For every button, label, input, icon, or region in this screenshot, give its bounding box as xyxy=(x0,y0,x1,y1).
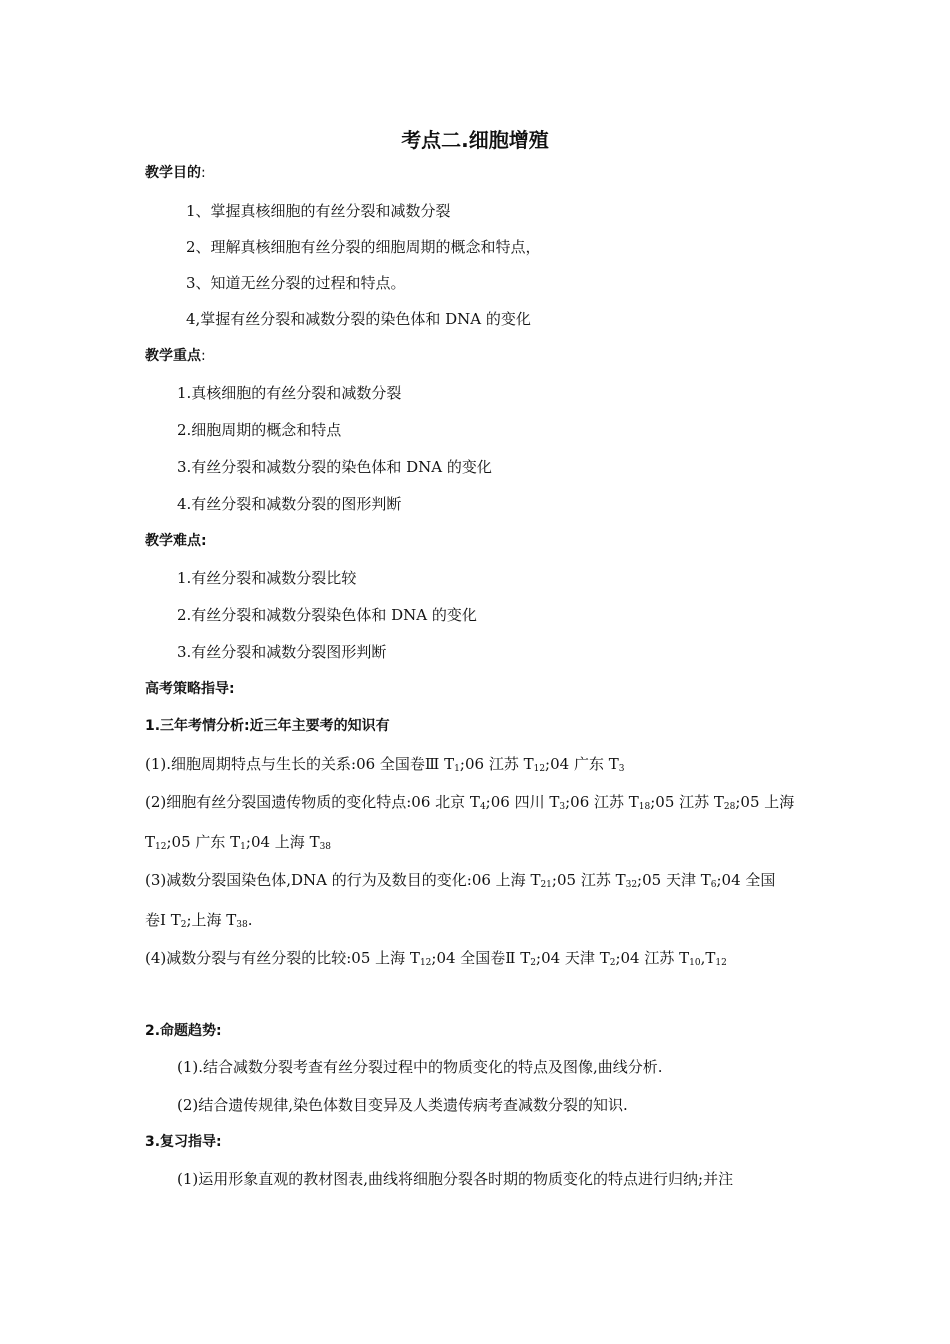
analysis-line-1 xyxy=(145,754,624,774)
strategy-heading: 高考策略指导: xyxy=(145,681,235,697)
document-title: 考点二.细胞增殖 xyxy=(401,128,549,152)
key-points-heading-colon: : xyxy=(201,348,206,364)
review-heading: 3.复习指导: xyxy=(145,1134,222,1150)
subscript: 28 xyxy=(723,802,736,812)
text-run: ;04 全国 xyxy=(716,871,776,889)
subscript: 12 xyxy=(533,764,546,774)
key-points-heading-text: 教学重点 xyxy=(145,348,201,364)
difficulty-item: 2.有丝分裂和减数分裂染色体和 DNA 的变化 xyxy=(177,606,477,624)
analysis-line-2-cont xyxy=(145,832,331,852)
text-run: ;04 广东 T xyxy=(545,755,619,773)
text-run: (2)细胞有丝分裂国遗传物质的变化特点:06 北京 T xyxy=(145,793,480,811)
text-run: ;04 全国卷Ⅱ T xyxy=(431,949,531,967)
key-point-item: 1.真核细胞的有丝分裂和减数分裂 xyxy=(177,384,402,402)
subscript: 1 xyxy=(454,764,460,774)
text-run: (1).细胞周期特点与生长的关系:06 全国卷Ⅲ T xyxy=(145,755,455,773)
analysis-line-3 xyxy=(145,870,775,890)
trend-item: (2)结合遗传规律,染色体数目变异及人类遗传病考查减数分裂的知识. xyxy=(177,1096,628,1114)
subscript: 12 xyxy=(155,842,167,852)
subscript: 3 xyxy=(559,802,566,812)
trend-heading: 2.命题趋势: xyxy=(145,1023,222,1039)
subscript: 38 xyxy=(319,842,332,852)
subscript: 12 xyxy=(715,958,727,968)
key-points-heading xyxy=(145,346,206,366)
difficulty-item: 3.有丝分裂和减数分裂图形判断 xyxy=(177,643,387,661)
text-run: (3)减数分裂国染色体,DNA 的行为及数目的变化:06 上海 T xyxy=(145,871,541,889)
text-run: ,T xyxy=(700,949,716,967)
difficulty-item: 1.有丝分裂和减数分裂比较 xyxy=(177,569,357,587)
subscript: 18 xyxy=(638,802,651,812)
analysis-line-4 xyxy=(145,948,727,968)
objectives-heading-text: 教学目的 xyxy=(145,165,201,181)
subscript: 3 xyxy=(618,764,625,774)
subscript: 2 xyxy=(180,920,187,930)
subscript: 2 xyxy=(530,958,537,968)
text-run: ;04 上海 T xyxy=(245,833,320,851)
objectives-heading xyxy=(145,163,206,183)
trend-item: (1).结合减数分裂考查有丝分裂过程中的物质变化的特点及图像,曲线分析. xyxy=(177,1058,663,1076)
key-point-item: 3.有丝分裂和减数分裂的染色体和 DNA 的变化 xyxy=(177,458,492,476)
analysis-heading: 1.三年考情分析:近三年主要考的知识有 xyxy=(145,718,390,734)
text-run: ;05 江苏 T xyxy=(650,793,724,811)
subscript: 10 xyxy=(689,958,701,968)
subscript: 1 xyxy=(240,842,246,852)
analysis-line-3-cont xyxy=(145,910,253,930)
subscript: 21 xyxy=(540,880,552,890)
objective-item: 3、知道无丝分裂的过程和特点。 xyxy=(186,274,406,292)
key-point-item: 2.细胞周期的概念和特点 xyxy=(177,421,342,439)
objective-item: 4,掌握有丝分裂和减数分裂的染色体和 DNA 的变化 xyxy=(186,310,531,328)
analysis-line-2 xyxy=(145,792,794,812)
text-run: ;06 四川 T xyxy=(485,793,560,811)
text-run: ;05 上海 xyxy=(735,793,795,811)
text-run: ;06 江苏 T xyxy=(459,755,534,773)
difficulties-heading: 教学难点: xyxy=(145,533,207,549)
text-run: ;05 江苏 T xyxy=(551,871,626,889)
text-run: ;05 广东 T xyxy=(166,833,241,851)
objectives-heading-colon: : xyxy=(201,165,206,181)
text-run: T xyxy=(145,833,156,851)
key-point-item: 4.有丝分裂和减数分裂的图形判断 xyxy=(177,495,402,513)
text-run: ;上海 T xyxy=(186,911,237,929)
text-run: ;04 江苏 T xyxy=(615,949,690,967)
text-run: 卷Ⅰ T xyxy=(145,911,181,929)
objective-item: 2、理解真核细胞有丝分裂的细胞周期的概念和特点， xyxy=(186,238,541,256)
subscript: 12 xyxy=(419,958,432,968)
text-run: (4)减数分裂与有丝分裂的比较:05 上海 T xyxy=(145,949,420,967)
text-run: ;04 天津 T xyxy=(536,949,610,967)
objective-item: 1、掌握真核细胞的有丝分裂和减数分裂 xyxy=(186,202,451,220)
text-run: ;05 天津 T xyxy=(637,871,711,889)
review-item: (1)运用形象直观的教材图表,曲线将细胞分裂各时期的物质变化的特点进行归纳;并注 xyxy=(177,1170,734,1188)
text-run: ;06 江苏 T xyxy=(565,793,639,811)
subscript: 4 xyxy=(479,802,486,812)
subscript: 38 xyxy=(236,920,248,930)
text-run: . xyxy=(247,911,253,929)
subscript: 6 xyxy=(710,880,717,890)
subscript: 2 xyxy=(609,958,616,968)
subscript: 32 xyxy=(625,880,638,890)
